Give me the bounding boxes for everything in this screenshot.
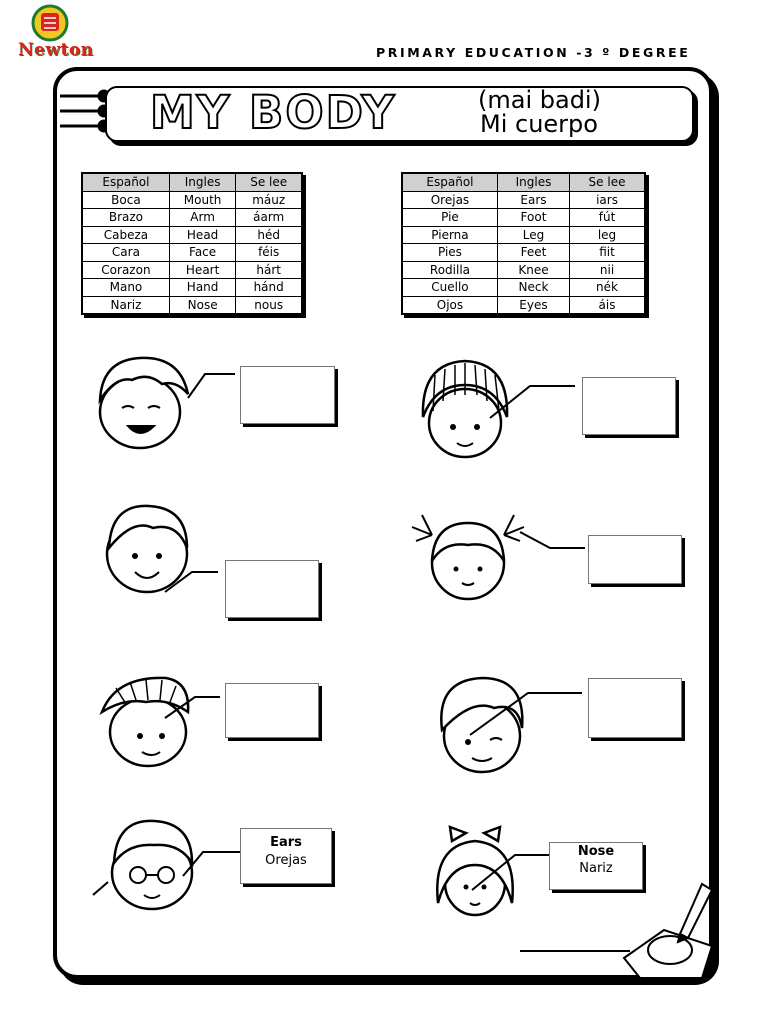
cell-spanish: Ojos bbox=[402, 296, 497, 314]
cell-spanish: Nariz bbox=[82, 296, 169, 314]
cell-reading: áis bbox=[570, 296, 645, 314]
table-row bbox=[402, 209, 645, 227]
column-header: Se lee bbox=[236, 173, 302, 191]
answer-spanish: Nariz bbox=[579, 861, 613, 876]
table-row bbox=[82, 244, 302, 262]
column-header: Español bbox=[402, 173, 497, 191]
table-row bbox=[402, 296, 645, 314]
answer-box[interactable] bbox=[588, 535, 682, 584]
answer-english: Nose bbox=[577, 844, 615, 859]
cell-spanish: Cabeza bbox=[82, 226, 169, 244]
cell-reading: leg bbox=[570, 226, 645, 244]
cell-english: Eyes bbox=[497, 296, 569, 314]
answer-box[interactable] bbox=[240, 366, 335, 424]
table-row bbox=[82, 191, 302, 209]
cell-reading: féis bbox=[236, 244, 302, 262]
title-spanish: Mi cuerpo bbox=[480, 110, 598, 138]
cell-reading: iars bbox=[570, 191, 645, 209]
cell-spanish: Cara bbox=[82, 244, 169, 262]
column-header: Se lee bbox=[570, 173, 645, 191]
table-row bbox=[402, 279, 645, 297]
page-title: MY BODY bbox=[150, 86, 397, 139]
table-row bbox=[82, 279, 302, 297]
cell-spanish: Corazon bbox=[82, 261, 169, 279]
cell-reading: héd bbox=[236, 226, 302, 244]
answer-spanish: Orejas bbox=[265, 853, 307, 868]
cell-reading: nék bbox=[570, 279, 645, 297]
cell-spanish: Brazo bbox=[82, 209, 169, 227]
grade-label: PRIMARY EDUCATION -3 º DEGREE bbox=[376, 45, 691, 60]
cell-spanish: Mano bbox=[82, 279, 169, 297]
column-header: Español bbox=[82, 173, 169, 191]
cell-english: Foot bbox=[497, 209, 569, 227]
cell-spanish: Cuello bbox=[402, 279, 497, 297]
column-header: Ingles bbox=[497, 173, 569, 191]
cell-english: Neck bbox=[497, 279, 569, 297]
child-face-illustration bbox=[408, 505, 528, 605]
cell-reading: fút bbox=[570, 209, 645, 227]
cell-english: Arm bbox=[169, 209, 235, 227]
table-row bbox=[82, 296, 302, 314]
answer-box[interactable] bbox=[582, 377, 676, 435]
child-face-illustration bbox=[432, 672, 532, 782]
table-row bbox=[402, 261, 645, 279]
table-row bbox=[402, 191, 645, 209]
child-face-illustration bbox=[430, 825, 520, 925]
cell-english: Heart bbox=[169, 261, 235, 279]
cell-spanish: Boca bbox=[82, 191, 169, 209]
table-row bbox=[402, 226, 645, 244]
child-face-illustration bbox=[88, 350, 198, 460]
child-face-illustration bbox=[415, 355, 515, 470]
cell-spanish: Pierna bbox=[402, 226, 497, 244]
cell-english: Hand bbox=[169, 279, 235, 297]
cell-reading: nous bbox=[236, 296, 302, 314]
child-face-illustration bbox=[97, 498, 197, 598]
table-row bbox=[82, 209, 302, 227]
child-face-illustration bbox=[96, 672, 196, 772]
cell-reading: máuz bbox=[236, 191, 302, 209]
cell-spanish: Rodilla bbox=[402, 261, 497, 279]
cell-reading: hánd bbox=[236, 279, 302, 297]
cell-english: Knee bbox=[497, 261, 569, 279]
crest-icon bbox=[28, 4, 72, 44]
cell-english: Mouth bbox=[169, 191, 235, 209]
table-row bbox=[402, 244, 645, 262]
answer-box[interactable] bbox=[225, 683, 319, 738]
cell-reading: áarm bbox=[236, 209, 302, 227]
column-header: Ingles bbox=[169, 173, 235, 191]
cell-spanish: Orejas bbox=[402, 191, 497, 209]
example-answer-ears bbox=[240, 828, 332, 884]
cell-english: Face bbox=[169, 244, 235, 262]
pencil-book-icon bbox=[520, 878, 720, 984]
school-logo bbox=[28, 4, 72, 44]
vocab-table-left bbox=[81, 172, 303, 315]
title-pronunciation: (mai badi) bbox=[478, 86, 601, 114]
child-face-illustration bbox=[100, 815, 204, 915]
cell-reading: nii bbox=[570, 261, 645, 279]
cell-english: Nose bbox=[169, 296, 235, 314]
cell-reading: hárt bbox=[236, 261, 302, 279]
cell-english: Feet bbox=[497, 244, 569, 262]
cell-english: Ears bbox=[497, 191, 569, 209]
cell-english: Leg bbox=[497, 226, 569, 244]
answer-box[interactable] bbox=[225, 560, 319, 618]
logo-text: Newton bbox=[18, 40, 94, 60]
answer-english: Ears bbox=[270, 835, 302, 850]
table-row bbox=[82, 261, 302, 279]
cell-english: Head bbox=[169, 226, 235, 244]
cell-spanish: Pie bbox=[402, 209, 497, 227]
table-row bbox=[82, 226, 302, 244]
answer-box[interactable] bbox=[588, 678, 682, 738]
vocab-table-right bbox=[401, 172, 646, 315]
cell-reading: fiit bbox=[570, 244, 645, 262]
cell-spanish: Pies bbox=[402, 244, 497, 262]
